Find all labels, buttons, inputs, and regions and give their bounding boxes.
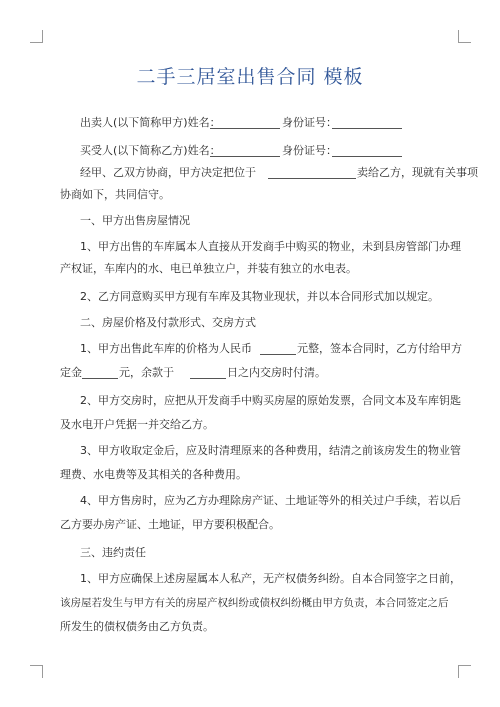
intro-text-c: 协商如下，共同信守。 — [60, 188, 170, 201]
crop-mark-top-right — [458, 30, 471, 43]
s2-p1-text-a: 1、甲方出售此车库的价格为人民币 — [80, 342, 252, 355]
s3-p1-text-c: 所发生的债权债务由乙方负责。 — [60, 620, 214, 633]
s2-p1-text-b: 元整，签本合同时，乙方付给甲方 — [297, 342, 462, 355]
buyer-name-blank[interactable] — [210, 144, 280, 157]
buyer-id-label: 身份证号： — [282, 144, 337, 157]
crop-mark-top-left — [30, 30, 43, 43]
s2-p3-text-a: 3、甲方收取定金后，应及时清理原来的各种费用，结清之前该房发生的物业管 — [80, 444, 461, 457]
s2-p4-text-a: 4、甲方售房时，应为乙方办理除房产证、土地证等外的相关过户手续，若以后 — [80, 494, 461, 507]
s1-p1-text-a: 1、甲方出售的车库属本人直接从开发商手中购买的物业，未到县房管部门办理 — [80, 240, 461, 253]
seller-id-label: 身份证号： — [282, 116, 337, 129]
s2-p1-text-e: 日之内交房时付清。 — [227, 366, 326, 379]
section-3-title: 三、违约责任 — [80, 546, 146, 559]
seller-label: 出卖人(以下简称甲方)姓名： — [80, 116, 221, 129]
s2-p2-text-a: 2、甲方交房时，应把从开发商手中购买房屋的原始发票，合同文本及车库钥匙 — [80, 394, 461, 407]
intro-text-a: 经甲、乙双方协商，甲方决定把位于 — [80, 166, 256, 179]
crop-mark-bottom-left — [30, 665, 43, 678]
buyer-id-blank[interactable] — [332, 144, 402, 157]
s2-p1-text-c: 定金 — [60, 366, 82, 379]
crop-mark-bottom-right — [458, 665, 471, 678]
seller-name-blank[interactable] — [210, 116, 280, 129]
property-location-blank[interactable] — [268, 166, 356, 179]
section-2-title: 二、房屋价格及付款形式、交房方式 — [80, 316, 256, 329]
seller-id-blank[interactable] — [332, 116, 402, 129]
section-1-title: 一、甲方出售房屋情况 — [80, 214, 190, 227]
deposit-blank[interactable] — [82, 366, 118, 379]
s2-p1-text-d: 元，余款于 — [119, 366, 174, 379]
intro-text-b: 卖给乙方，现就有关事项 — [357, 166, 478, 179]
s1-p2-text: 2、乙方同意购买甲方现有车库及其物业现状，并以本合同形式加以规定。 — [80, 290, 439, 303]
price-blank[interactable] — [260, 342, 296, 355]
s3-p1-text-a: 1、甲方应确保上述房屋属本人私产，无产权债务纠纷。自本合同签字之日前， — [80, 572, 461, 585]
s3-p1-text-b: 该房屋若发生与甲方有关的房屋产权纠纷或债权纠纷概由甲方负责，本合同签定之后 — [60, 597, 449, 609]
s1-p1-text-b: 产权证，车库内的水、电已单独立户，并装有独立的水电表。 — [60, 262, 357, 275]
s2-p3-text-b: 理费、水电费等及其相关的各种费用。 — [60, 468, 247, 481]
s2-p4-text-b: 乙方要办房产证、土地证，甲方要积极配合。 — [60, 518, 280, 531]
days-blank[interactable] — [190, 366, 226, 379]
document-title: 二手三居室出售合同 模板 — [136, 66, 364, 88]
s2-p2-text-b: 及水电开户凭据一并交给乙方。 — [60, 418, 214, 431]
buyer-label: 买受人(以下简称乙方)姓名： — [80, 144, 221, 157]
